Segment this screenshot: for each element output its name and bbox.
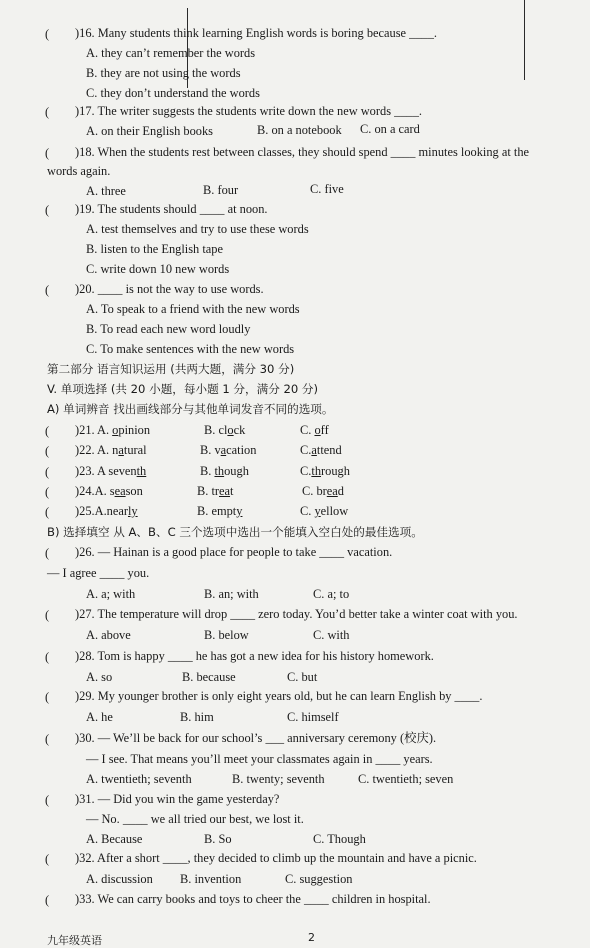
q25-option-b: B. empty	[197, 504, 243, 518]
answer-paren-24: (	[45, 485, 50, 499]
q30-option-b: B. twenty; seventh	[232, 772, 325, 786]
q29-option-c: C. himself	[287, 710, 339, 724]
q17-option-a: A. on their English books	[86, 124, 213, 138]
part-b-title: B) 选择填空 从 A、B、C 三个选项中选出一个能填入空白处的最佳选项。	[47, 525, 423, 539]
part-a-title: A) 单词辨音 找出画线部分与其他单词发音不同的选项。	[47, 402, 334, 416]
q21-option-b: B. clock	[204, 423, 246, 437]
answer-paren-17: (	[45, 105, 50, 119]
q20-option-c: C. To make sentences with the new words	[86, 342, 295, 356]
q30-option-c: C. twentieth; seven	[358, 772, 454, 786]
q28-option-a: A. so	[86, 670, 113, 684]
q19-option-b: B. listen to the English tape	[86, 242, 223, 256]
q20-option-b: B. To read each new word loudly	[86, 322, 251, 336]
answer-paren-22: (	[45, 444, 50, 458]
answer-paren-30: (	[45, 732, 50, 746]
q30-option-a: A. twentieth; seventh	[86, 772, 192, 786]
q32-option-c: C. suggestion	[285, 872, 353, 886]
answer-paren-21: (	[45, 424, 50, 438]
answer-paren-20: (	[45, 283, 50, 297]
q31-option-c: C. Though	[313, 832, 366, 846]
q16-option-c: C. they don’t understand the words	[86, 86, 260, 100]
q18-option-a: A. three	[86, 184, 126, 198]
q17-option-c: C. on a card	[360, 122, 420, 136]
answer-paren-19: (	[45, 203, 50, 217]
question-32: )32. After a short ____, they decided to climb up the mountain and have a picnic.	[75, 851, 477, 865]
q32-option-b: B. invention	[180, 872, 242, 886]
q32-option-a: A. discussion	[86, 872, 153, 886]
question-31-line2: — No. ____ we all tried our best, we lost it.	[86, 812, 304, 826]
question-33: )33. We can carry books and toys to cheer the ____ children in hospital.	[75, 892, 431, 906]
q22-label: )22. A. natural	[75, 443, 147, 457]
answer-paren-18: (	[45, 146, 50, 160]
section-two-title: 第二部分 语言知识运用 (共两大题，满分 30 分)	[47, 362, 295, 376]
footer-subject: 九年级英语	[47, 934, 102, 947]
q18-option-c: C. five	[310, 182, 344, 196]
question-19: )19. The students should ____ at noon.	[75, 202, 268, 216]
question-18: )18. When the students rest between classes, they should spend ____ minutes looking at the	[75, 145, 530, 159]
answer-paren-26: (	[45, 546, 50, 560]
q16-option-b: B. they are not using the words	[86, 66, 241, 80]
q31-option-b: B. So	[204, 832, 232, 846]
answer-paren-28: (	[45, 650, 50, 664]
question-28: )28. Tom is happy ____ he has got a new idea for his history homework.	[75, 649, 434, 663]
question-20: )20. ____ is not the way to use words.	[75, 282, 264, 296]
answer-paren-27: (	[45, 608, 50, 622]
question-31: )31. — Did you win the game yesterday?	[75, 792, 280, 806]
q16-option-a: A. they can’t remember the words	[86, 46, 256, 60]
q27-option-c: C. with	[313, 628, 350, 642]
q31-option-a: A. Because	[86, 832, 143, 846]
q25-label: )25.A.nearly	[75, 504, 138, 518]
q23-label: )23. A seventh	[75, 464, 147, 478]
answer-paren-25: (	[45, 505, 50, 519]
q25-option-c: C. yellow	[300, 504, 349, 518]
question-18-continuation: words again.	[47, 164, 111, 178]
q28-option-b: B. because	[182, 670, 236, 684]
q28-option-c: C. but	[287, 670, 318, 684]
q24-label: )24.A. season	[75, 484, 143, 498]
question-29: )29. My younger brother is only eight years old, but he can learn English by ____.	[75, 689, 483, 703]
answer-paren-32: (	[45, 852, 50, 866]
q22-option-b: B. vacation	[200, 443, 257, 457]
answer-paren-16: (	[45, 27, 50, 41]
q23-option-c: C.through	[300, 464, 350, 478]
q22-option-c: C.attend	[300, 443, 342, 457]
answer-paren-29: (	[45, 690, 50, 704]
q27-option-a: A. above	[86, 628, 131, 642]
q29-option-b: B. him	[180, 710, 214, 724]
q24-option-b: B. treat	[197, 484, 234, 498]
section-v-title: V. 单项选择 (共 20 小题，每小题 1 分，满分 20 分)	[47, 382, 319, 396]
q26-option-b: B. an; with	[204, 587, 259, 601]
answer-paren-31: (	[45, 793, 50, 807]
q26-option-a: A. a; with	[86, 587, 136, 601]
q27-option-b: B. below	[204, 628, 249, 642]
answer-paren-33: (	[45, 893, 50, 907]
q20-option-a: A. To speak to a friend with the new words	[86, 302, 300, 316]
question-30-line2: — I see. That means you’ll meet your classmates again in ____ years.	[86, 752, 433, 766]
q29-option-a: A. he	[86, 710, 113, 724]
question-26-line2: — I agree ____ you.	[47, 566, 150, 580]
scan-line-right	[524, 0, 525, 80]
question-27: )27. The temperature will drop ____ zero today. You’d better take a winter coat with you.	[75, 607, 518, 621]
q24-option-c: C. bread	[302, 484, 344, 498]
q26-option-c: C. a; to	[313, 587, 350, 601]
question-17: )17. The writer suggests the students write down the new words ____.	[75, 104, 422, 118]
q19-option-c: C. write down 10 new words	[86, 262, 230, 276]
page-number: 2	[308, 931, 315, 944]
q18-option-b: B. four	[203, 183, 239, 197]
q23-option-b: B. though	[200, 464, 249, 478]
answer-paren-23: (	[45, 465, 50, 479]
question-16: )16. Many students think learning English words is boring because ____.	[75, 26, 438, 40]
q17-option-b: B. on a notebook	[257, 123, 342, 137]
q21-option-c: C. off	[300, 423, 329, 437]
question-30: )30. — We’ll be back for our school’s ___ anniversary ceremony (校庆).	[75, 731, 437, 745]
q19-option-a: A. test themselves and try to use these words	[86, 222, 309, 236]
q21-label: )21. A. opinion	[75, 423, 151, 437]
question-26: )26. — Hainan is a good place for people to take ____ vacation.	[75, 545, 393, 559]
